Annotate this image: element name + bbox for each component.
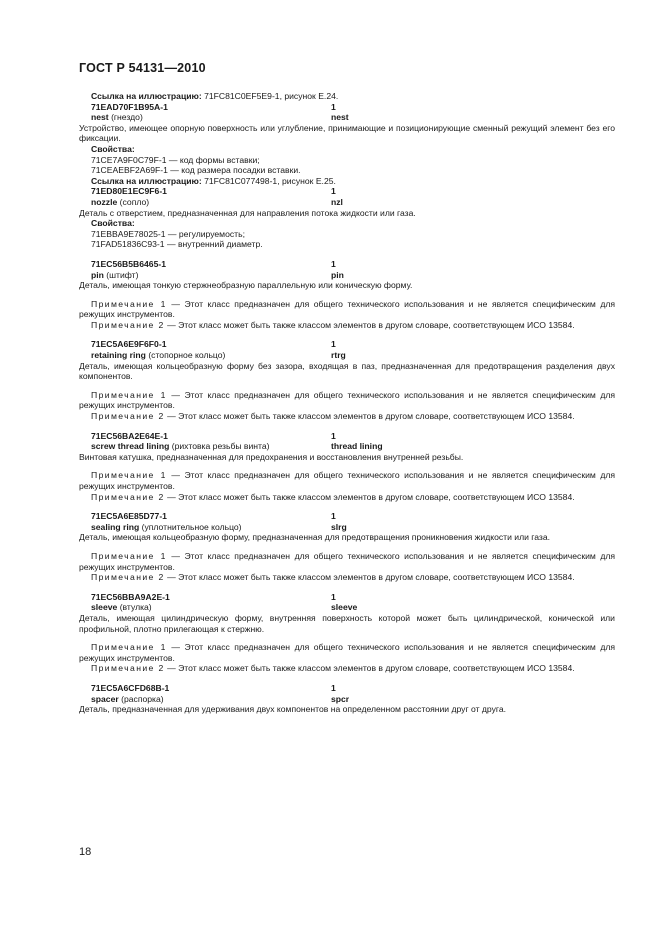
note-text: — Этот класс предназначен для общего технического использования и не является специфическим для режущих инструментов.	[79, 298, 616, 320]
note	[79, 411, 615, 422]
note-label: Примечание 1	[91, 389, 167, 400]
term-name: nozzle	[91, 196, 118, 207]
term-definition: Деталь, имеющая тонкую стержнеобразную параллельную или коническую форму.	[79, 280, 413, 291]
term-name: retaining ring	[91, 350, 146, 361]
term-code: 71EC5A6E9F6F0-1	[91, 339, 167, 350]
term-code: 71EC56BBA9A2E-1	[91, 591, 170, 602]
properties-label: Свойства:	[91, 143, 135, 154]
term-name: screw thread lining	[91, 441, 170, 452]
property-item: 71FAD51836C93-1 — внутренний диаметр.	[91, 239, 263, 250]
note-text: — Этот класс может быть также классом элементов в другом словаре, соответствующем ИСО 13584.	[167, 319, 575, 330]
term-version: 1	[331, 339, 336, 350]
term-name: sleeve	[91, 602, 118, 613]
note	[79, 551, 615, 572]
term-entry	[79, 591, 616, 674]
term-version: 1	[331, 258, 336, 269]
note-label: Примечание 2	[91, 411, 165, 422]
term-name-row	[91, 522, 615, 533]
note	[79, 642, 615, 663]
property-item: 71CEAEBF2A69F-1 — код размера посадки вставки.	[91, 165, 301, 176]
term-definition: Устройство, имеющее опорную поверхность или углубление, принимающие и позиционирующие сменный режущий элемент без его фиксации.	[79, 122, 615, 144]
note	[79, 572, 615, 583]
term-translation: (гнездо)	[111, 112, 143, 123]
term-entry	[79, 511, 616, 583]
term-translation: (рихтовка резьбы винта)	[171, 441, 270, 452]
page-title: ГОСТ Р 54131—2010	[79, 61, 206, 75]
term-name: pin	[91, 269, 104, 280]
term-code: 71EC56BA2E64E-1	[91, 430, 168, 441]
term-code: 71EC5A6CFD68B-1	[91, 682, 170, 693]
term-entry	[79, 339, 616, 422]
note-text: — Этот класс может быть также классом элементов в другом словаре, соответствующем ИСО 13584.	[167, 663, 575, 674]
term-version: 1	[331, 682, 336, 693]
note-text: — Этот класс может быть также классом элементов в другом словаре, соответствующем ИСО 13584.	[167, 572, 575, 583]
entries-list	[79, 101, 616, 715]
term-code: 71EC5A6E85D77-1	[91, 511, 167, 522]
term-definition: Винтовая катушка, предназначенная для предохранения и восстановления внутренней резьбы.	[79, 451, 464, 462]
term-abbreviation: sleeve	[331, 602, 358, 613]
term-abbreviation: spcr	[331, 693, 350, 704]
term-name-row	[91, 350, 615, 361]
term-name-row	[91, 197, 615, 208]
note-text: — Этот класс может быть также классом элементов в другом словаре, соответствующем ИСО 13584.	[167, 491, 575, 502]
term-abbreviation: pin	[331, 269, 344, 280]
term-code-row	[91, 339, 615, 350]
term-translation: (стопорное кольцо)	[148, 350, 226, 361]
note-label: Примечание 1	[91, 470, 167, 481]
term-translation: (штифт)	[106, 269, 139, 280]
note	[79, 299, 615, 320]
term-abbreviation: slrg	[331, 521, 347, 532]
document-body	[79, 91, 616, 724]
reference-line	[91, 176, 615, 187]
term-name-row	[91, 112, 615, 123]
term-definition: Деталь, предназначенная для удерживания двух компонентов на определенном расстоянии друг от друга.	[79, 704, 507, 715]
term-code: 71EC56B5B6465-1	[91, 258, 167, 269]
note	[79, 390, 615, 411]
term-entry	[79, 186, 615, 250]
note-text: — Этот класс предназначен для общего технического использования и не является специфическим для режущих инструментов.	[79, 550, 616, 572]
term-code-row	[91, 683, 615, 694]
term-version: 1	[331, 511, 336, 522]
note	[79, 320, 615, 331]
note-label: Примечание 2	[91, 663, 165, 674]
note	[79, 470, 615, 491]
term-name: spacer	[91, 693, 119, 704]
term-version: 1	[331, 186, 336, 197]
term-translation: (уплотнительное кольцо)	[141, 521, 242, 532]
term-code-row	[91, 186, 615, 197]
note-label: Примечание 2	[91, 491, 165, 502]
term-code-row	[91, 511, 615, 522]
note-text: — Этот класс предназначен для общего технического использования и не является специфическим для режущих инструментов.	[79, 389, 616, 411]
term-entry	[79, 258, 616, 331]
term-abbreviation: rtrg	[331, 350, 346, 361]
term-version: 1	[331, 591, 336, 602]
note-text: — Этот класс предназначен для общего технического использования и не является специфическим для режущих инструментов.	[79, 642, 616, 663]
term-entry	[79, 101, 615, 187]
term-definition: Деталь, имеющая кольцеобразную форму без зазора, входящая в паз, предназначенная для предотвращения разделения двух компонентов.	[79, 360, 615, 382]
reference-line	[91, 91, 615, 102]
property-item: 71CE7A9F0C79F-1 — код формы вставки;	[91, 154, 260, 165]
term-code: 71EAD70F1B95A-1	[91, 101, 168, 112]
term-translation: (распорка)	[121, 693, 164, 704]
term-abbreviation: thread lining	[331, 441, 383, 452]
reference-text: 71FC81C077498-1, рисунок Е.25.	[204, 175, 336, 186]
note-text: — Этот класс может быть также классом элементов в другом словаре, соответствующем ИСО 13584.	[167, 411, 575, 422]
term-definition: Деталь с отверстием, предназначенная для направления потока жидкости или газа.	[79, 207, 416, 218]
term-name: sealing ring	[91, 521, 140, 532]
term-code-row	[91, 431, 615, 442]
note-label: Примечание 2	[91, 572, 165, 583]
note-label: Примечание 2	[91, 319, 165, 330]
term-translation: (втулка)	[119, 602, 152, 613]
term-entry	[79, 430, 616, 503]
term-version: 1	[331, 430, 336, 441]
term-code-row	[91, 259, 615, 270]
properties-label: Свойства:	[91, 218, 135, 229]
term-entry	[79, 682, 615, 715]
note-label: Примечание 1	[91, 642, 167, 653]
note-text: — Этот класс предназначен для общего технического использования и не является специфическим для режущих инструментов.	[79, 470, 616, 491]
term-definition: Деталь, имеющая кольцеобразную форму, предназначенная для предотвращения проникновения жидкости или газа.	[79, 532, 551, 543]
term-name-row	[91, 602, 615, 613]
reference-label: Ссылка на иллюстрацию:	[91, 91, 202, 101]
reference-label: Ссылка на иллюстрацию:	[91, 175, 202, 186]
note-label: Примечание 1	[91, 550, 167, 561]
term-abbreviation: nest	[331, 112, 349, 123]
term-code-row	[91, 102, 615, 113]
term-abbreviation: nzl	[331, 196, 343, 207]
note	[79, 663, 615, 674]
term-definition: Деталь, имеющая цилиндрическую форму, внутренняя поверхность которой может быть цилиндрической, конической или профильной, плотно прилегающая к стержню.	[79, 612, 615, 634]
note-label: Примечание 1	[91, 298, 167, 309]
page-number: 18	[79, 846, 92, 858]
term-translation: (сопло)	[119, 196, 150, 207]
term-version: 1	[331, 101, 336, 112]
term-name: nest	[91, 112, 109, 123]
term-name-row	[91, 270, 615, 281]
term-code-row	[91, 592, 615, 603]
term-code: 71ED80E1EC9F6-1	[91, 186, 167, 197]
note	[79, 492, 615, 503]
term-name-row	[91, 441, 615, 452]
term-name-row	[91, 694, 615, 705]
reference-text: 71FC81C0EF5E9-1, рисунок Е.24.	[204, 91, 339, 101]
property-item: 71EBBA9E78025-1 — регулируемость;	[91, 228, 245, 239]
